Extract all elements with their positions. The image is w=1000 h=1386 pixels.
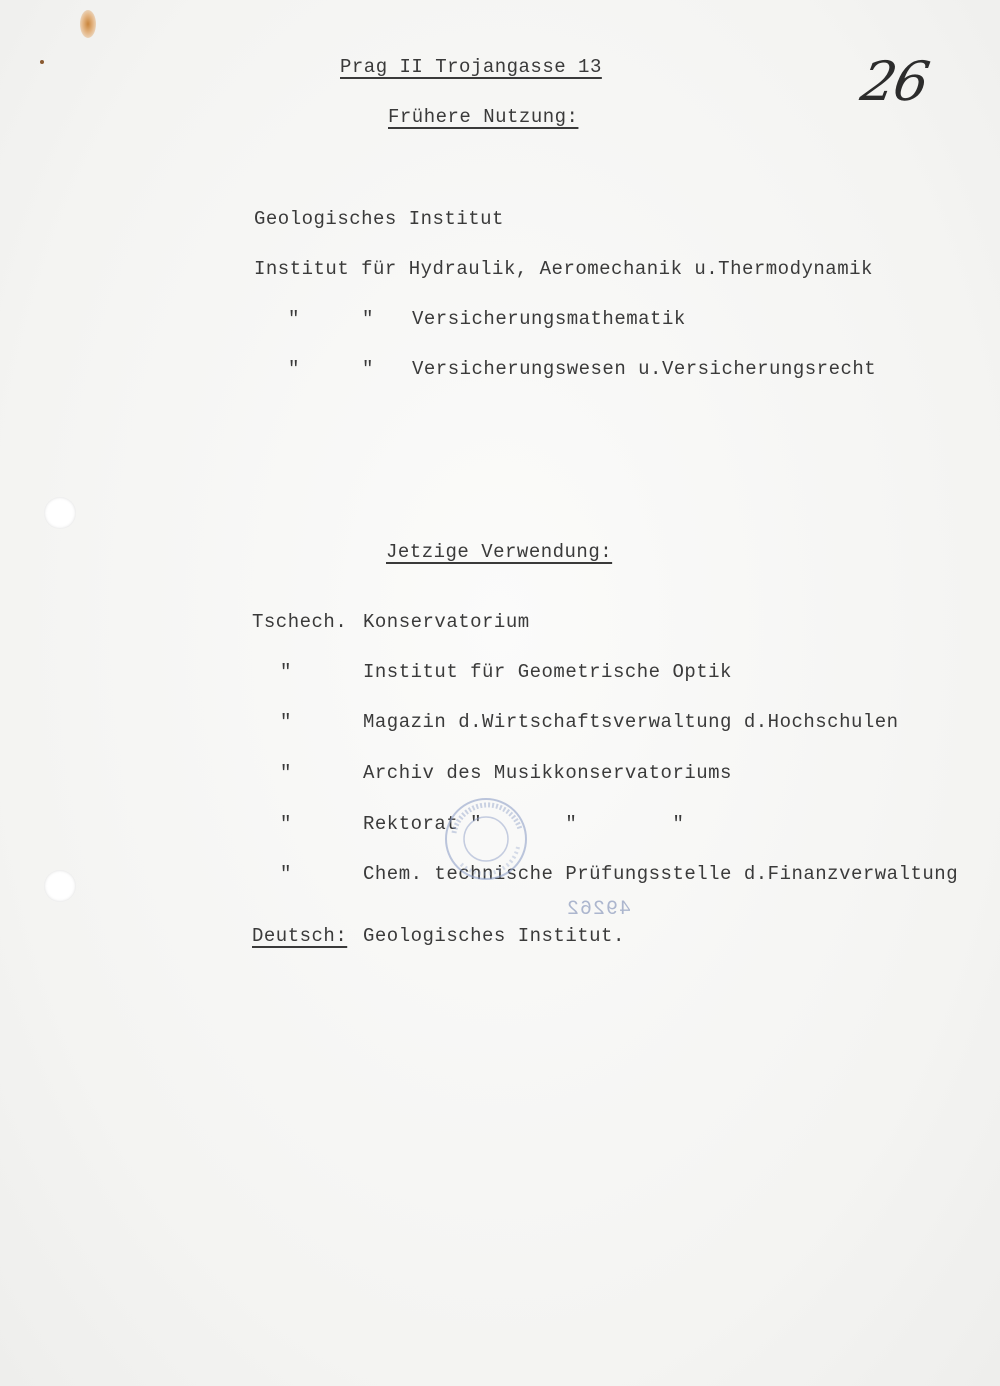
current-use-heading: Jetzige Verwendung: [386, 541, 613, 563]
ditto-mark: " [362, 308, 374, 330]
current-use-item-4: Archiv des Musikkonservatoriums [363, 762, 732, 784]
ink-dot [40, 60, 44, 64]
document-title: Prag II Trojangasse 13 [340, 56, 602, 78]
current-use-item-2: Institut für Geometrische Optik [363, 661, 732, 683]
ditto-mark: " [280, 661, 292, 683]
former-use-item-3: Versicherungsmathematik [412, 308, 686, 330]
ditto-mark: " [362, 358, 374, 380]
ditto-mark: " [280, 863, 292, 885]
former-use-heading: Frühere Nutzung: [388, 106, 579, 128]
official-stamp [440, 793, 532, 885]
german-text: Geologisches Institut. [363, 925, 625, 947]
page-number: 26 [856, 50, 933, 113]
punch-hole-top [44, 497, 76, 529]
current-use-item-5: Rektorat " " " [363, 813, 685, 835]
former-use-item-2: Institut für Hydraulik, Aeromechanik u.Thermodynamik [254, 258, 873, 280]
current-use-item-3: Magazin d.Wirtschaftsverwaltung d.Hochschulen [363, 711, 899, 733]
stain-mark [80, 10, 96, 38]
german-label: Deutsch: [252, 925, 348, 947]
current-use-item-6: Chem. technische Prüfungsstelle d.Finanzverwaltung [363, 863, 959, 885]
ditto-mark: " [280, 813, 292, 835]
former-use-item-4: Versicherungswesen u.Versicherungsrecht [412, 358, 877, 380]
ditto-mark: " [280, 711, 292, 733]
punch-hole-bottom [44, 870, 76, 902]
ditto-mark: " [280, 762, 292, 784]
ditto-mark: " [288, 358, 300, 380]
current-use-item-1: Konservatorium [363, 611, 530, 633]
current-use-prefix: Tschech. [252, 611, 348, 633]
ditto-mark: " [288, 308, 300, 330]
former-use-item-1: Geologisches Institut [254, 208, 504, 230]
stamp-number: 49262 [566, 898, 632, 921]
